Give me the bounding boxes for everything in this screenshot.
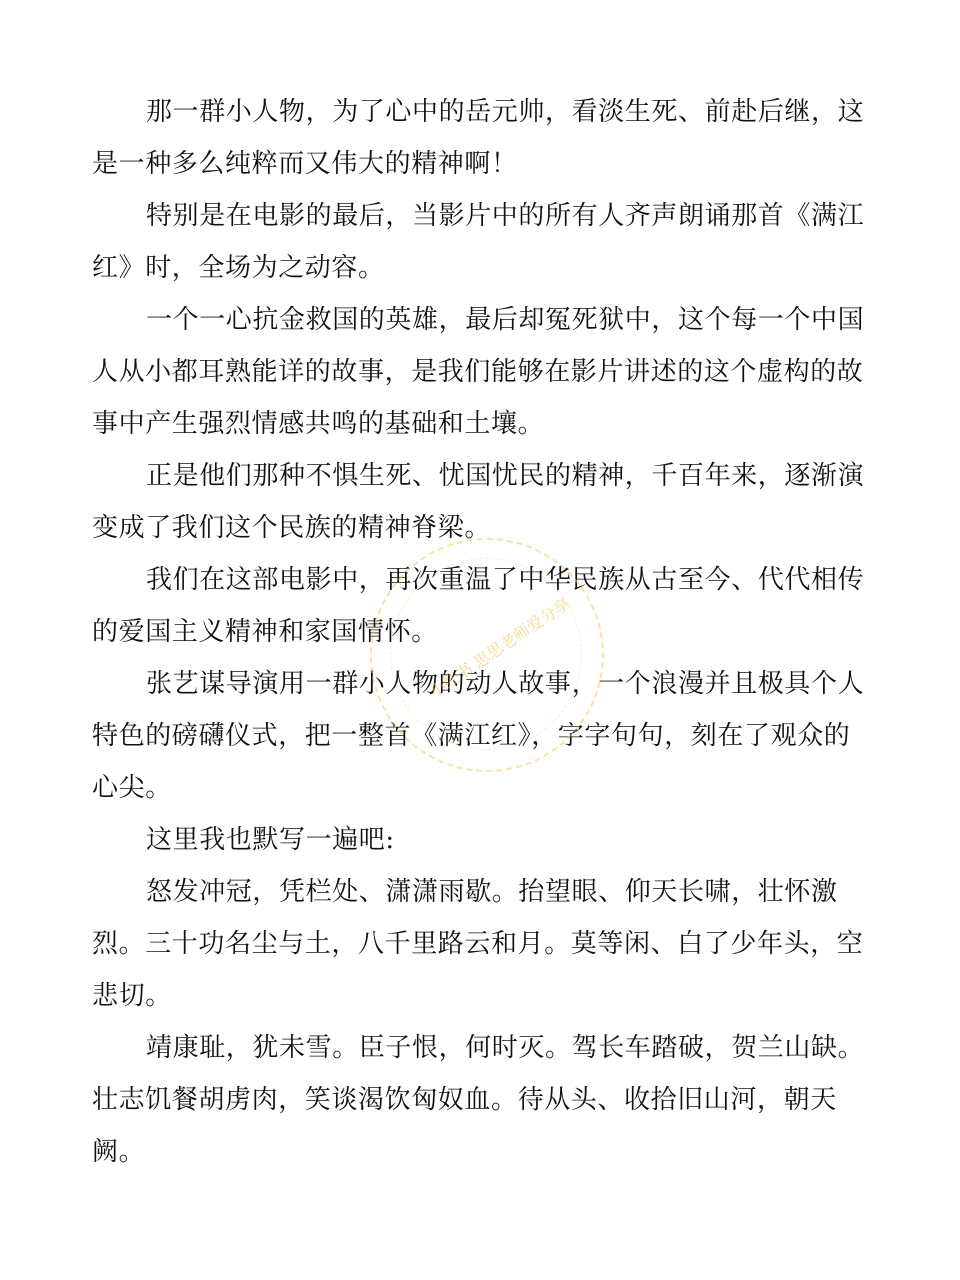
- paragraph: 正是他们那种不惧生死、忧国忧民的精神，千百年来，逐渐演变成了我们这个民族的精神脊梁。: [92, 461, 865, 543]
- poem-stanza-1: 怒发冲冠，凭栏处、潇潇雨歇。抬望眼、仰天长啸，壮怀激烈。三十功名尘与土，八千里路云和月。莫等闲、白了少年头，空悲切。: [92, 877, 864, 1011]
- paragraph: 特别是在电影的最后，当影片中的所有人齐声朗诵那首《满江红》时，全场为之动容。: [92, 201, 865, 283]
- watermark-text: 小红书 思思老师爱分享: [425, 593, 574, 702]
- paragraph: 这里我也默写一遍吧:: [146, 825, 395, 855]
- paragraph: 张艺谋导演用一群小人物的动人故事，一个浪漫并且极具个人特色的磅礴仪式，把一整首《满江红》，字字句句，刻在了观众的心尖。: [92, 669, 865, 803]
- paragraph: 一个一心抗金救国的英雄，最后却冤死狱中，这个每一个中国人从小都耳熟能详的故事，是我们能够在影片讲述的这个虚构的故事中产生强烈情感共鸣的基础和土壤。: [92, 305, 865, 439]
- poem-stanza-2: 靖康耻，犹未雪。臣子恨，何时灭。驾长车踏破，贺兰山缺。壮志饥餐胡虏肉，笑谈渴饮匈奴血。待从头、收拾旧山河，朝天阙。: [92, 1033, 865, 1167]
- paragraph: 那一群小人物，为了心中的岳元帅，看淡生死、前赴后继，这是一种多么纯粹而又伟大的精神啊！: [92, 97, 865, 179]
- paragraph: 我们在这部电影中，再次重温了中华民族从古至今、代代相传的爱国主义精神和家国情怀。: [92, 565, 865, 647]
- document-body: [92, 86, 872, 1178]
